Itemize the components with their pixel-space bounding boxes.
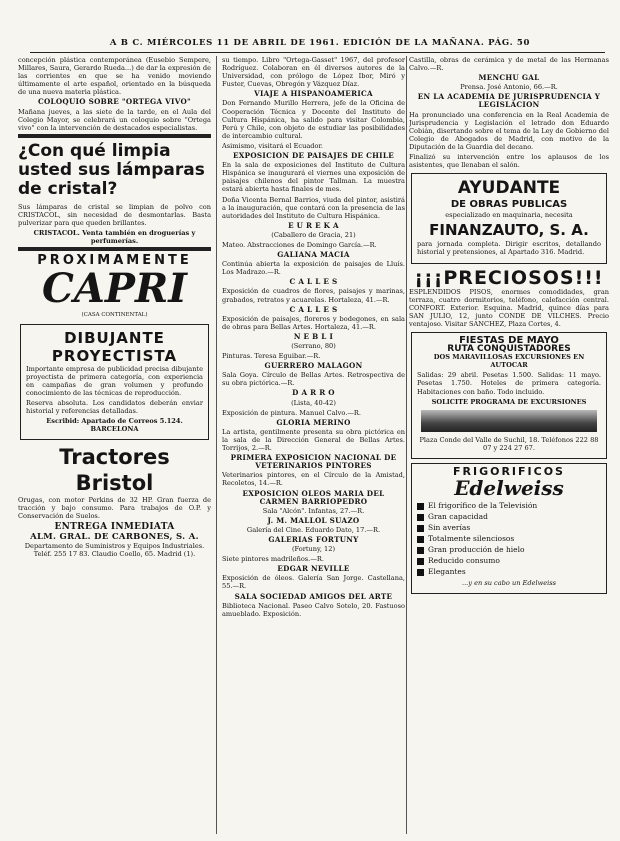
capri-note: (CASA CONTINENTAL)	[81, 312, 148, 319]
dibujante-heading: DIBUJANTE PROYECTISTA	[51, 328, 178, 365]
gallery-description: Exposición de cuadros de flores, paisajes y marinas, grabados, retratos y acuarelas. Hortaleza, 41.—R.	[222, 287, 405, 304]
feature-label: Totalmente silenciosos	[428, 534, 515, 543]
feature-list	[417, 500, 601, 577]
tractores-text: Orugas, con motor Perkins de 32 HP. Gran fuerza de tracción y bajo consumo. Para trabajos de O.P. y Conservación de Suelos.	[18, 496, 211, 521]
column-left	[18, 56, 211, 834]
divider-bar	[18, 134, 211, 138]
menchu-heading: MENCHU GAL	[478, 73, 540, 83]
feature-label: Gran producción de hielo	[428, 545, 525, 554]
nacional-text: Veterinarios pintores, en el Círculo de la Amistad, Recoletos, 14.—R.	[222, 471, 405, 488]
fiestas-contact: Plaza Conde del Valle de Suchil, 18. Teléfonos 222 88 07 y 224 27 67.	[419, 435, 599, 452]
academia-text: Ha pronunciado una conferencia en la Real Academia de Jurisprudencia y Legislación el letrado don Eduardo Cobián, disertando sobre el tema de la Ley de Gobierno del Colegio de Abogados de Madrid, con motivo de la Diputación de la Guardia del decano.	[409, 110, 609, 151]
gallery-name: C A L L E S	[289, 277, 338, 287]
fiestas-subheading: RUTA CONQUISTADORES	[447, 344, 571, 355]
fiestas-line: DOS MARAVILLOSAS EXCURSIONES EN AUTOCAR	[433, 353, 585, 370]
feature-item	[417, 555, 601, 566]
checkbox-square-icon	[417, 547, 424, 554]
ayudante-heading: AYUDANTE	[457, 178, 561, 199]
neville-heading: EDGAR NEVILLE	[277, 564, 350, 574]
sala-text: Biblioteca Nacional. Paseo Calvo Sotelo, 20. Fastuoso amueblado. Exposición.	[222, 601, 405, 618]
gallery-description: Continúa abierta la exposición de paisajes de Lluís. Los Madrazo.—R.	[222, 260, 405, 277]
lamparas-text: Sus lámparas de cristal se limpian de polvo con CRISTACOL, sin necesidad de desmontarlas. Basta pulverizar para que queden brillantes.	[18, 202, 211, 228]
menchu-text: Prensa. José Antonio, 66.—R.	[460, 83, 558, 92]
nacional-heading: PRIMERA EXPOSICION NACIONAL DE VETERINARIOS PINTORES	[230, 453, 397, 471]
column-divider-1	[216, 56, 217, 834]
feature-item	[417, 533, 601, 544]
feature-label: Reducido consumo	[428, 556, 500, 565]
lamparas-heading: ¿Con qué limpia usted sus lámparas de cristal?	[18, 140, 205, 199]
checkbox-square-icon	[417, 536, 424, 543]
feature-item	[417, 566, 601, 577]
alm-text: Departamento de Suministros y Equipos Industriales. Teléf. 255 17 83. Claudio Coello, 65. Madrid (1).	[24, 541, 205, 558]
intro-text: Castilla, obras de cerámica y de metal de las Hermanas Calvo.—R.	[409, 56, 609, 73]
feature-label: El frigorífico de la Televisión	[428, 501, 538, 510]
preciosos-heading: ¡¡¡PRECIOSOS!!!	[414, 266, 604, 289]
intro-text: concepción plástica contemporánea (Eusebio Sempere, Millares, Saura, Gerardo Rueda...) de dar la expresión de las corrientes en que se ha venido moviendo últimamente el arte español, orientado en la búsqueda de una nueva materia plástica.	[18, 56, 211, 97]
dibujante-contact: Escribid: Apartado de Correos 5.124. BARCELONA	[46, 417, 183, 434]
fortuny-text: Siete pintores madrileños.—R.	[222, 555, 324, 564]
gallery-name: GLORIA MERINO	[276, 417, 351, 427]
ayudante-subheading: DE OBRAS PUBLICAS	[450, 199, 568, 211]
feature-item	[417, 511, 601, 522]
gallery-name: E U R E K A	[288, 220, 339, 230]
mallol-text: Galería del Cine. Eduardo Dato, 17.—R.	[246, 525, 381, 534]
preciosos-text: ESPLENDIDOS PISOS, enormes comodidades, gran terraza, cuatro dormitorios, teléfono, calefacción central. CONFORT. Exterior. Esquina. Madrid, quince días para SAN JULIO, 12, junto CONDE DE VILCHES. Precio ventajoso. Visitar SANCHEZ, Plaza Cortes, 4.	[409, 287, 609, 328]
academia-text-2: Finalizó su intervención entre los aplausos de los asistentes, que llenaban el salón.	[409, 153, 609, 170]
checkbox-square-icon	[417, 503, 424, 510]
finanzauto-text: para jornada completa. Dirigir escritos, detallando historial y pretensiones, al Apartado 316. Madrid.	[417, 240, 601, 257]
finanzauto-heading: FINANZAUTO, S. A.	[429, 221, 589, 240]
feature-item	[417, 522, 601, 533]
gallery-description: Exposición de paisajes, floreros y bodegones, en sala de obras para Bellas Artes. Hortaleza, 41.—R.	[222, 314, 405, 331]
feature-label: Gran capacidad	[428, 512, 488, 521]
proximamente-heading: PROXIMAMENTE	[37, 253, 192, 269]
feature-label: Elegantes	[428, 567, 466, 576]
checkbox-square-icon	[417, 514, 424, 521]
gallery-name: GALIANA MACIA	[277, 250, 350, 260]
alm-heading: ALM. GRAL. DE CARBONES, S. A.	[30, 531, 199, 542]
viaje-text-2: Asimismo, visitará el Ecuador.	[222, 141, 324, 150]
viaje-text: Don Fernando Murillo Herrera, jefe de la Oficina de Cooperación Técnica y Docente del Instituto de Cultura Hispánica, ha salido para visitar Colombia, Perú y Chile, con objeto de estudiar las posibilidades de intercambio cultural.	[222, 99, 405, 140]
fiestas-solicite: SOLICITE PROGRAMA DE EXCURSIONES	[431, 397, 587, 406]
fortuny-address: (Fortuny, 12)	[291, 545, 336, 554]
fortuny-heading: GALERIAS FORTUNY	[268, 534, 359, 544]
column-right	[409, 56, 609, 834]
ayudante-ad	[411, 173, 607, 263]
capri-logo: CAPRI	[42, 265, 187, 313]
gallery-address: (Caballero de Gracia, 21)	[271, 230, 356, 239]
academia-heading: EN LA ACADEMIA DE JURISPRUDENCIA Y LEGISLACION	[417, 92, 601, 110]
checkbox-square-icon	[417, 525, 424, 532]
exposicion-text-2: Doña Vicenta Bernal Barrios, viuda del pintor, asistirá a la inauguración, que contará con la presencia de las autoridades del Instituto de Cultura Hispánica.	[222, 195, 405, 220]
cristacol-text: CRISTACOL. Venta también en droguerías y perfumerías.	[33, 229, 196, 246]
ayudante-text: especializado en maquinaria, necesita	[445, 211, 573, 220]
gallery-name: N E B L I	[293, 331, 334, 341]
gallery-name: C A L L E S	[289, 304, 338, 314]
gallery-list	[222, 222, 405, 452]
dibujante-ad	[20, 324, 209, 441]
checkbox-square-icon	[417, 569, 424, 576]
frigorificos-heading: FRIGORIFICOS	[453, 464, 565, 478]
feature-item	[417, 544, 601, 555]
gallery-name: D A R R O	[292, 388, 335, 398]
coloquio-text: Mañana jueves, a las siete de la tarde, en el Aula del Colegio Mayor, se celebrará un coloquio sobre "Ortega vivo" con la intervención de destacados especialistas.	[18, 107, 211, 132]
gallery-address: (Serrano, 80)	[291, 342, 336, 350]
column-divider-2	[406, 56, 407, 834]
exposicion-heading: EXPOSICION DE PAISAJES DE CHILE	[233, 151, 394, 161]
header-rule	[30, 52, 605, 53]
entrega-heading: ENTREGA INMEDIATA	[54, 521, 175, 532]
landscape-photo	[421, 410, 597, 432]
fiestas-heading: FIESTAS DE MAYO	[459, 334, 559, 346]
fiestas-ad	[411, 332, 607, 459]
mallol-heading: J. M. MALLOL SUAZO	[267, 515, 360, 525]
exposicion2-heading: EXPOSICION OLEOS MARIA DEL CARMEN BARRIOPEDRO	[242, 488, 385, 506]
frigorificos-footer: ...y en su cabo un Edelweiss	[461, 579, 557, 587]
tractores-heading: Tractores Bristol	[59, 445, 170, 496]
sala-heading: SALA SOCIEDAD AMIGOS DEL ARTE	[234, 591, 393, 601]
checkbox-square-icon	[417, 558, 424, 565]
gallery-description: Pinturas. Teresa Eguibar.—R.	[222, 352, 321, 361]
gallery-address: (Lista, 40-42)	[291, 398, 336, 407]
gallery-description: La artista, gentilmente presenta su obra pictórica en la sala de la Dirección General de Bellas Artes. Torrijos, 2.—R.	[222, 427, 405, 453]
fiestas-text: Salidas: 29 abril. Pesetas 1.500. Salidas: 11 mayo. Pesetas 1.750. Hoteles de primera categoría. Habitaciones con baño. Todo incluido.	[417, 371, 601, 396]
intro-text: su tiempo. Libro "Ortega-Gasset" 1967, del profesor Rodríguez. Colaboran en él diversos autores de la Universidad, con prólogo de López Ibor, Miró y Fuster, Cuevas, Obregón y Vázquez Díaz.	[222, 56, 405, 89]
gallery-name: GUERRERO MALAGON	[264, 361, 363, 371]
coloquio-heading: COLOQUIO SOBRE "ORTEGA VIVO"	[37, 97, 192, 107]
column-middle	[222, 56, 405, 834]
exposicion-text: En la sala de exposiciones del Instituto de Cultura Hispánica se inaugurará el viernes una exposición de paisajes chilenos del pintor Tallman. La muestra estará abierta hasta finales de mes.	[222, 161, 405, 194]
exposicion2-text: Sala "Alcón". Infantas, 27.—R.	[262, 506, 365, 515]
feature-item	[417, 500, 601, 511]
dibujante-text: Importante empresa de publicidad precisa dibujante proyectista de primera categoría, con experiencia en campañas de gran volumen y profundo conocimiento de las técnicas de reproducción.	[26, 364, 203, 397]
viaje-heading: VIAJE A HISPANOAMERICA	[254, 89, 373, 99]
edelweiss-logo: Edelweiss	[454, 476, 564, 500]
gallery-description: Sala Goya. Círculo de Bellas Artes. Retrospectiva de su obra pictórica.—R.	[222, 371, 405, 388]
gallery-description: Exposición de pintura. Manuel Calvo.—R.	[222, 408, 361, 417]
page-header: A B C. MIÉRCOLES 11 DE ABRIL DE 1961. EDICIÓN DE LA MAÑANA. PÁG. 50	[109, 38, 531, 48]
feature-label: Sin averías	[428, 523, 471, 532]
divider-bar	[18, 247, 211, 251]
dibujante-text-2: Reserva absoluta. Los candidatos deberán enviar historial y referencias detalladas.	[26, 398, 203, 415]
neville-text: Exposición de óleos. Galería San Jorge. Castellana, 55.—R.	[222, 574, 405, 591]
frigorificos-ad	[411, 463, 607, 594]
gallery-description: Mateo. Abstracciones de Domingo García.—R.	[222, 240, 377, 249]
